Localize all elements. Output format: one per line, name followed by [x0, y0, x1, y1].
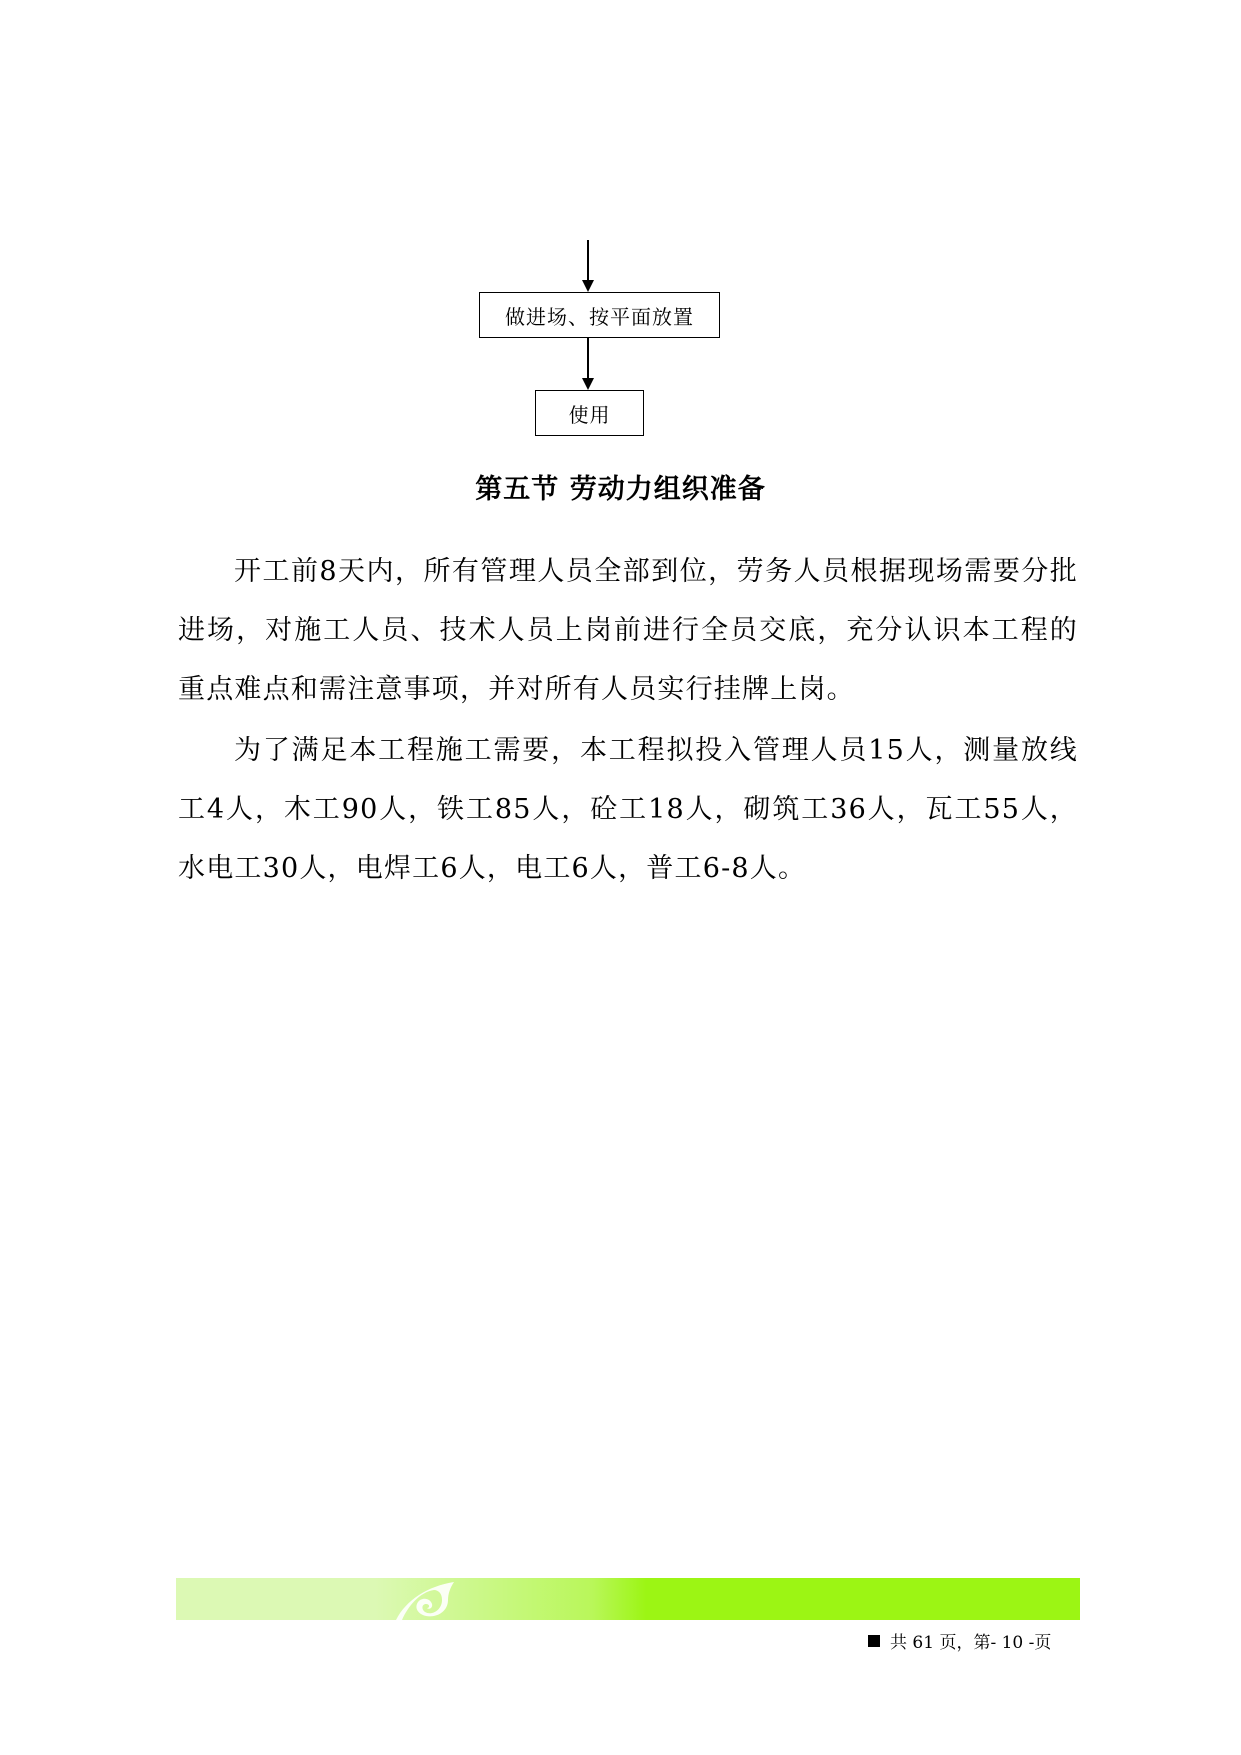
paragraph-1: 开工前8天内，所有管理人员全部到位，劳务人员根据现场需要分批进场，对施工人员、技术人员上岗前进行全员交底，充分认识本工程的重点难点和需注意事项，并对所有人员实行挂牌上岗。	[178, 556, 1078, 705]
flow-box-arrival-label: 做进场、按平面放置	[505, 304, 694, 329]
section-title: 第五节 劳动力组织准备	[475, 474, 766, 505]
flow-box-use-label: 使用	[568, 402, 611, 427]
footer-page-info	[868, 1628, 1051, 1653]
black-square-icon	[868, 1635, 880, 1647]
swirl-logo-icon	[392, 1578, 462, 1620]
paragraph-2: 为了满足本工程施工需要，本工程拟投入管理人员15人，测量放线工4人，木工90人，铁工85人，砼工18人，砌筑工36人，瓦工55人，水电工30人，电焊工6人，电工6人，普工6-8人。	[178, 735, 1078, 884]
flow-box-use	[535, 390, 644, 436]
flow-line-top	[587, 240, 589, 282]
page-number-text: 共 61 页，第- 10 -页	[890, 1633, 1052, 1653]
flow-arrow-top	[582, 280, 594, 292]
footer-band	[176, 1578, 1080, 1620]
flow-box-arrival	[479, 292, 720, 338]
flow-arrow-middle	[582, 378, 594, 390]
flow-line-middle	[587, 338, 589, 380]
